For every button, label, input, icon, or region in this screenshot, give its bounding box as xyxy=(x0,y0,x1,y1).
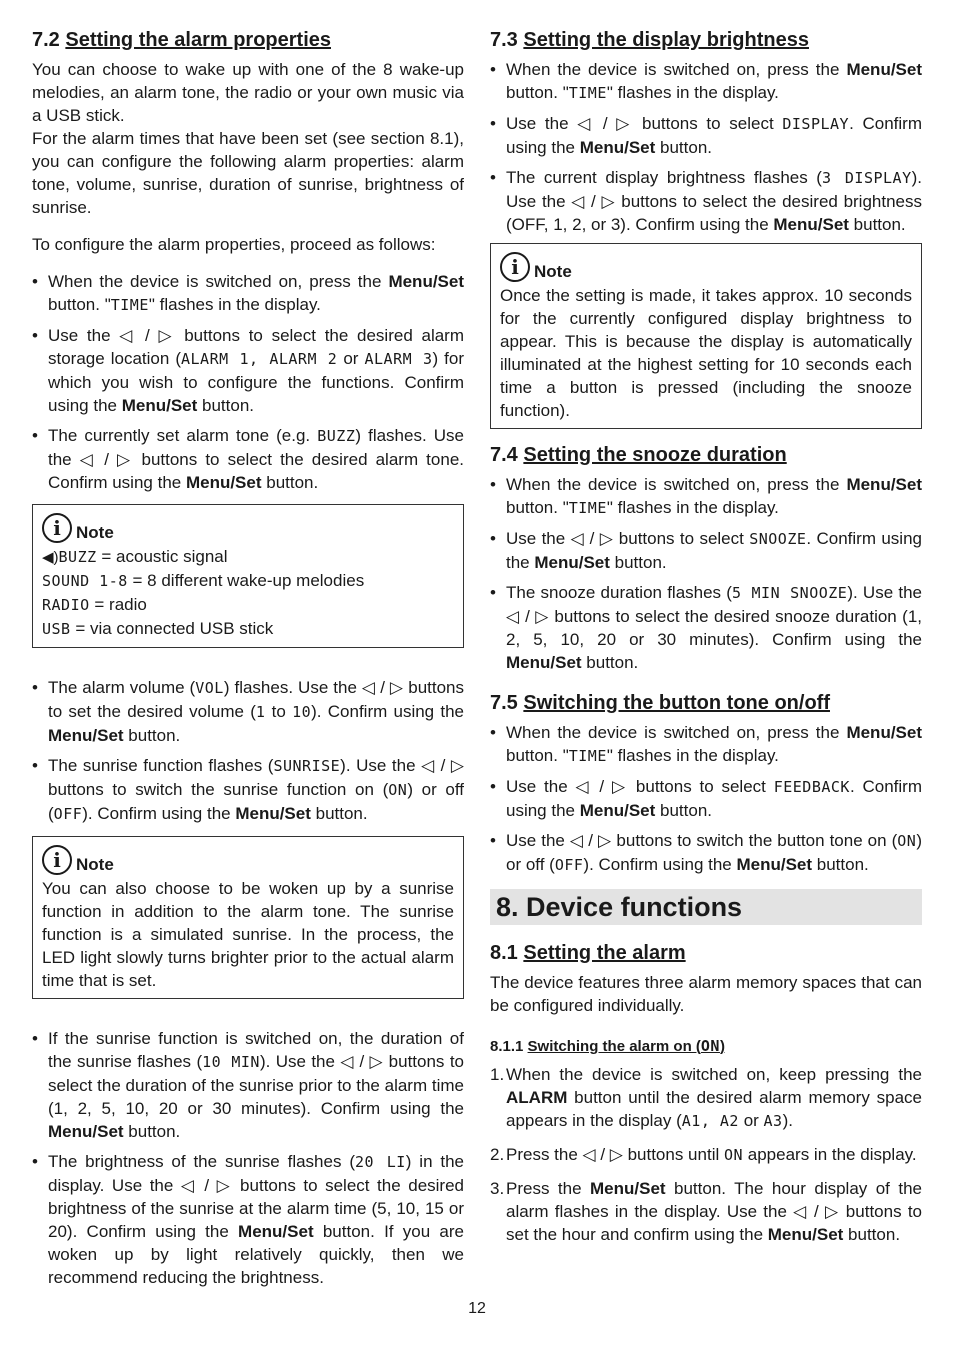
list-item: • The alarm volume (VOL) flashes. Use the ◁ / ▷ buttons to set the desired volume (1 to 10). Confirm using the Menu/Set button. xyxy=(32,676,464,747)
bullet-list xyxy=(490,58,922,236)
bullet-list xyxy=(32,270,464,494)
paragraph: The device features three alarm memory spaces that can be configured individually. xyxy=(490,973,922,1015)
paragraph: For the alarm times that have been set (see section 8.1), you can configure the following alarm properties: alarm tone, volume, sunrise, duration of sunrise, brightness of sunrise. xyxy=(32,129,464,217)
sound-wave-icon: ◀) xyxy=(42,549,59,566)
note-box xyxy=(32,836,464,999)
section-heading-7-5: 7.5 Switching the button tone on/off xyxy=(490,692,830,714)
bullet-list xyxy=(32,1027,464,1289)
right-column xyxy=(490,28,922,1256)
page-number: 12 xyxy=(468,1300,486,1317)
list-item: • The current display brightness flashes (3 DISPLAY). Use the ◁ / ▷ buttons to select the desired brightness (OFF, 1, 2, or 3). Confirm using the Menu/Set button. xyxy=(490,166,922,236)
list-item: • Use the ◁ / ▷ buttons to switch the button tone on (ON) or off (OFF). Confirm using the Menu/Set button. xyxy=(490,829,922,877)
list-item: • When the device is switched on, press the Menu/Set button. "TIME" flashes in the display. xyxy=(490,721,922,768)
note-title: Note xyxy=(76,855,114,874)
section-heading-7-2: 7.2 Setting the alarm properties xyxy=(32,29,331,51)
list-item: • When the device is switched on, press the Menu/Set button. "TIME" flashes in the display. xyxy=(490,473,922,520)
bullet-list xyxy=(490,721,922,877)
info-icon: i xyxy=(42,513,72,543)
list-item: • Use the ◁ / ▷ buttons to select SNOOZE. Confirm using the Menu/Set button. xyxy=(490,527,922,574)
bullet-list xyxy=(490,473,922,674)
list-item: • Use the ◁ / ▷ buttons to select DISPLAY. Confirm using the Menu/Set button. xyxy=(490,112,922,159)
section-heading-7-3: 7.3 Setting the display brightness xyxy=(490,29,809,51)
list-item: 3. Press the Menu/Set button. The hour display of the alarm flashes in the display. Use the ◁ / ▷ buttons to set the hour and confirm using the Menu/Set button. xyxy=(490,1179,922,1244)
note-text: Once the setting is made, it takes approx. 10 seconds for the currently configured display brightness to appear. This is because the display is automatically illuminated at the highest setting for 10 seconds each time a button is pressed (including the snooze function). xyxy=(500,286,912,420)
note-line: RADIO = radio xyxy=(42,595,147,614)
bullet-list xyxy=(32,676,464,826)
note-box xyxy=(490,243,922,429)
list-item: • Use the ◁ / ▷ buttons to select FEEDBACK. Confirm using the Menu/Set button. xyxy=(490,775,922,822)
note-line: SOUND 1-8 = 8 different wake-up melodies xyxy=(42,571,365,590)
note-line: ◀)BUZZ = acoustic signal xyxy=(42,547,228,566)
info-icon: i xyxy=(42,845,72,875)
paragraph: To configure the alarm properties, proceed as follows: xyxy=(32,235,436,254)
list-item: 1. When the device is switched on, keep pressing the ALARM button until the desired alarm memory space appears in the display (A1, A2 or A3). xyxy=(490,1065,922,1130)
paragraph: You can choose to wake up with one of the 8 wake-up melodies, an alarm tone, the radio or your own music via a USB stick. xyxy=(32,60,464,125)
section-heading-8-1: 8.1 Setting the alarm xyxy=(490,942,686,964)
note-title: Note xyxy=(76,523,114,542)
list-item: • The brightness of the sunrise flashes (20 LI) in the display. Use the ◁ / ▷ buttons to select the desired brightness of the sunrise at the alarm time (5, 10, 15 or 20). Confirm using the Menu/Set button. If you are woken up by light relatively quickly, then we recommend reducing the brightness. xyxy=(32,1150,464,1289)
note-line: USB = via connected USB stick xyxy=(42,619,274,638)
list-item: 2. Press the ◁ / ▷ buttons until ON appears in the display. xyxy=(490,1145,917,1164)
list-item: • If the sunrise function is switched on, the duration of the sunrise flashes (10 MIN). Use the ◁ / ▷ buttons to select the duration of the sunrise prior to the alarm time (1, 2, 5, 10, 20 or 30 minutes). Confirm using the Menu/Set button. xyxy=(32,1027,464,1143)
list-item: • The currently set alarm tone (e.g. BUZZ) flashes. Use the ◁ / ▷ buttons to select the desired alarm tone. Confirm using the Menu/Set button. xyxy=(32,424,464,494)
chapter-heading-8: 8. Device functions xyxy=(490,889,922,925)
list-item: • The snooze duration flashes (5 MIN SNOOZE). Use the ◁ / ▷ buttons to select the desired snooze duration (1, 2, 5, 10, 20 or 30 minutes). Confirm using the Menu/Set button. xyxy=(490,581,922,674)
list-item: • When the device is switched on, press the Menu/Set button. "TIME" flashes in the display. xyxy=(490,58,922,105)
list-item: • The sunrise function flashes (SUNRISE). Use the ◁ / ▷ buttons to switch the sunrise function on (ON) or off (OFF). Confirm using the Menu/Set button. xyxy=(32,754,464,826)
list-item: • When the device is switched on, press the Menu/Set button. "TIME" flashes in the display. xyxy=(32,270,464,317)
list-item: • Use the ◁ / ▷ buttons to select the desired alarm storage location (ALARM 1, ALARM 2 or ALARM 3) for which you wish to configure the functions. Confirm using the Menu/Set button. xyxy=(32,324,464,417)
note-text: You can also choose to be woken up by a sunrise function in addition to the alarm tone. The sunrise function is a simulated sunrise. In the process, the LED light slowly turns brighter prior to the actual alarm time that is set. xyxy=(42,879,454,990)
subsection-heading-8-1-1: 8.1.1 Switching the alarm on (ON) xyxy=(490,1037,725,1055)
note-title: Note xyxy=(534,262,572,281)
numbered-list xyxy=(490,1063,922,1246)
note-box xyxy=(32,504,464,648)
section-heading-7-4: 7.4 Setting the snooze duration xyxy=(490,444,787,466)
left-column xyxy=(32,28,464,1296)
info-icon: i xyxy=(500,252,530,282)
